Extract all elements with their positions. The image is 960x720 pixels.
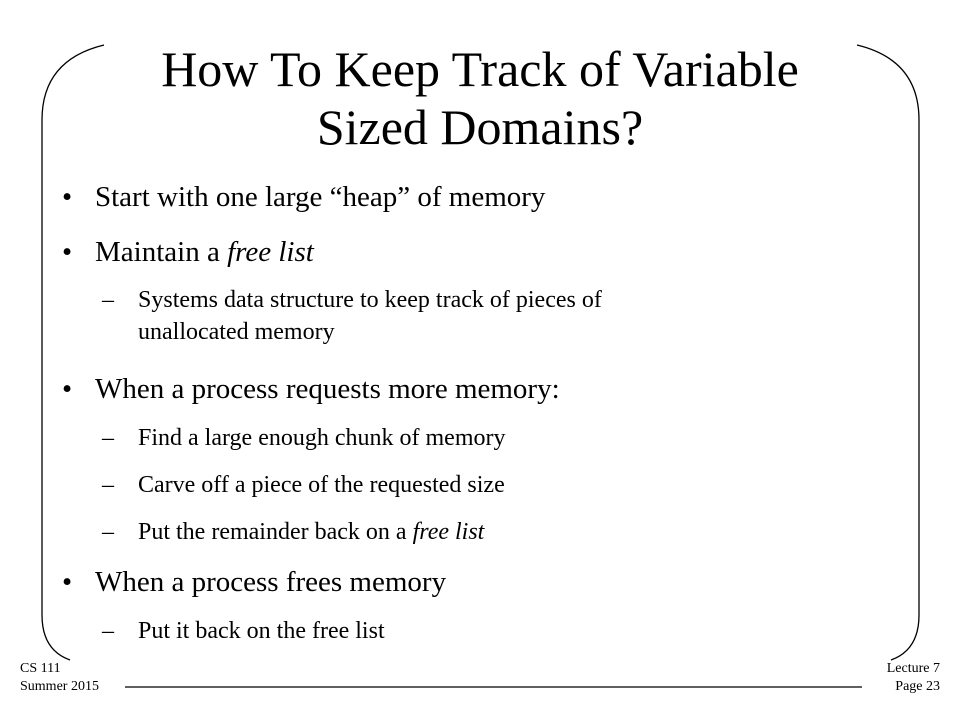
slide-title-line-1: How To Keep Track of Variable bbox=[161, 41, 799, 97]
sub-bullet-text: Put it back on the free list bbox=[138, 618, 385, 644]
footer-term: Summer 2015 bbox=[20, 679, 99, 694]
dash-marker: – bbox=[102, 287, 114, 313]
bullet-text: When a process requests more memory: bbox=[95, 373, 560, 405]
dash-marker: – bbox=[102, 519, 114, 545]
bullet-text bbox=[95, 235, 314, 269]
bullet-marker: • bbox=[62, 181, 73, 213]
sub-bullet-text-line-1: Systems data structure to keep track of pieces of bbox=[138, 287, 602, 313]
footer-page: Page 23 bbox=[895, 679, 940, 694]
slide-title-line-2: Sized Domains? bbox=[316, 99, 644, 155]
bullet-marker: • bbox=[62, 373, 73, 405]
footer-lecture: Lecture 7 bbox=[886, 661, 940, 676]
dash-marker: – bbox=[102, 472, 114, 498]
footer-course: CS 111 bbox=[20, 661, 61, 676]
dash-marker: – bbox=[102, 425, 114, 451]
footer-right bbox=[887, 660, 940, 696]
bullet-text-emphasis: free list bbox=[227, 236, 314, 268]
sub-bullet-text: Carve off a piece of the requested size bbox=[138, 472, 505, 498]
sub-bullet-text-line-2: unallocated memory bbox=[138, 319, 335, 345]
dash-marker: – bbox=[102, 618, 114, 644]
bullet-text-plain: Maintain a bbox=[95, 236, 228, 268]
bullet-marker: • bbox=[62, 236, 73, 268]
sub-bullet-text bbox=[138, 516, 484, 548]
footer-left bbox=[20, 660, 99, 696]
bullet-text: Start with one large “heap” of memory bbox=[95, 181, 546, 213]
sub-bullet-text-emphasis: free list bbox=[412, 519, 485, 545]
bullet-marker: • bbox=[62, 566, 73, 598]
bullet-text: When a process frees memory bbox=[95, 566, 447, 598]
sub-bullet-text-plain: Put the remainder back on a bbox=[138, 519, 413, 545]
sub-bullet-text bbox=[138, 284, 602, 348]
sub-bullet-text: Find a large enough chunk of memory bbox=[138, 425, 506, 451]
